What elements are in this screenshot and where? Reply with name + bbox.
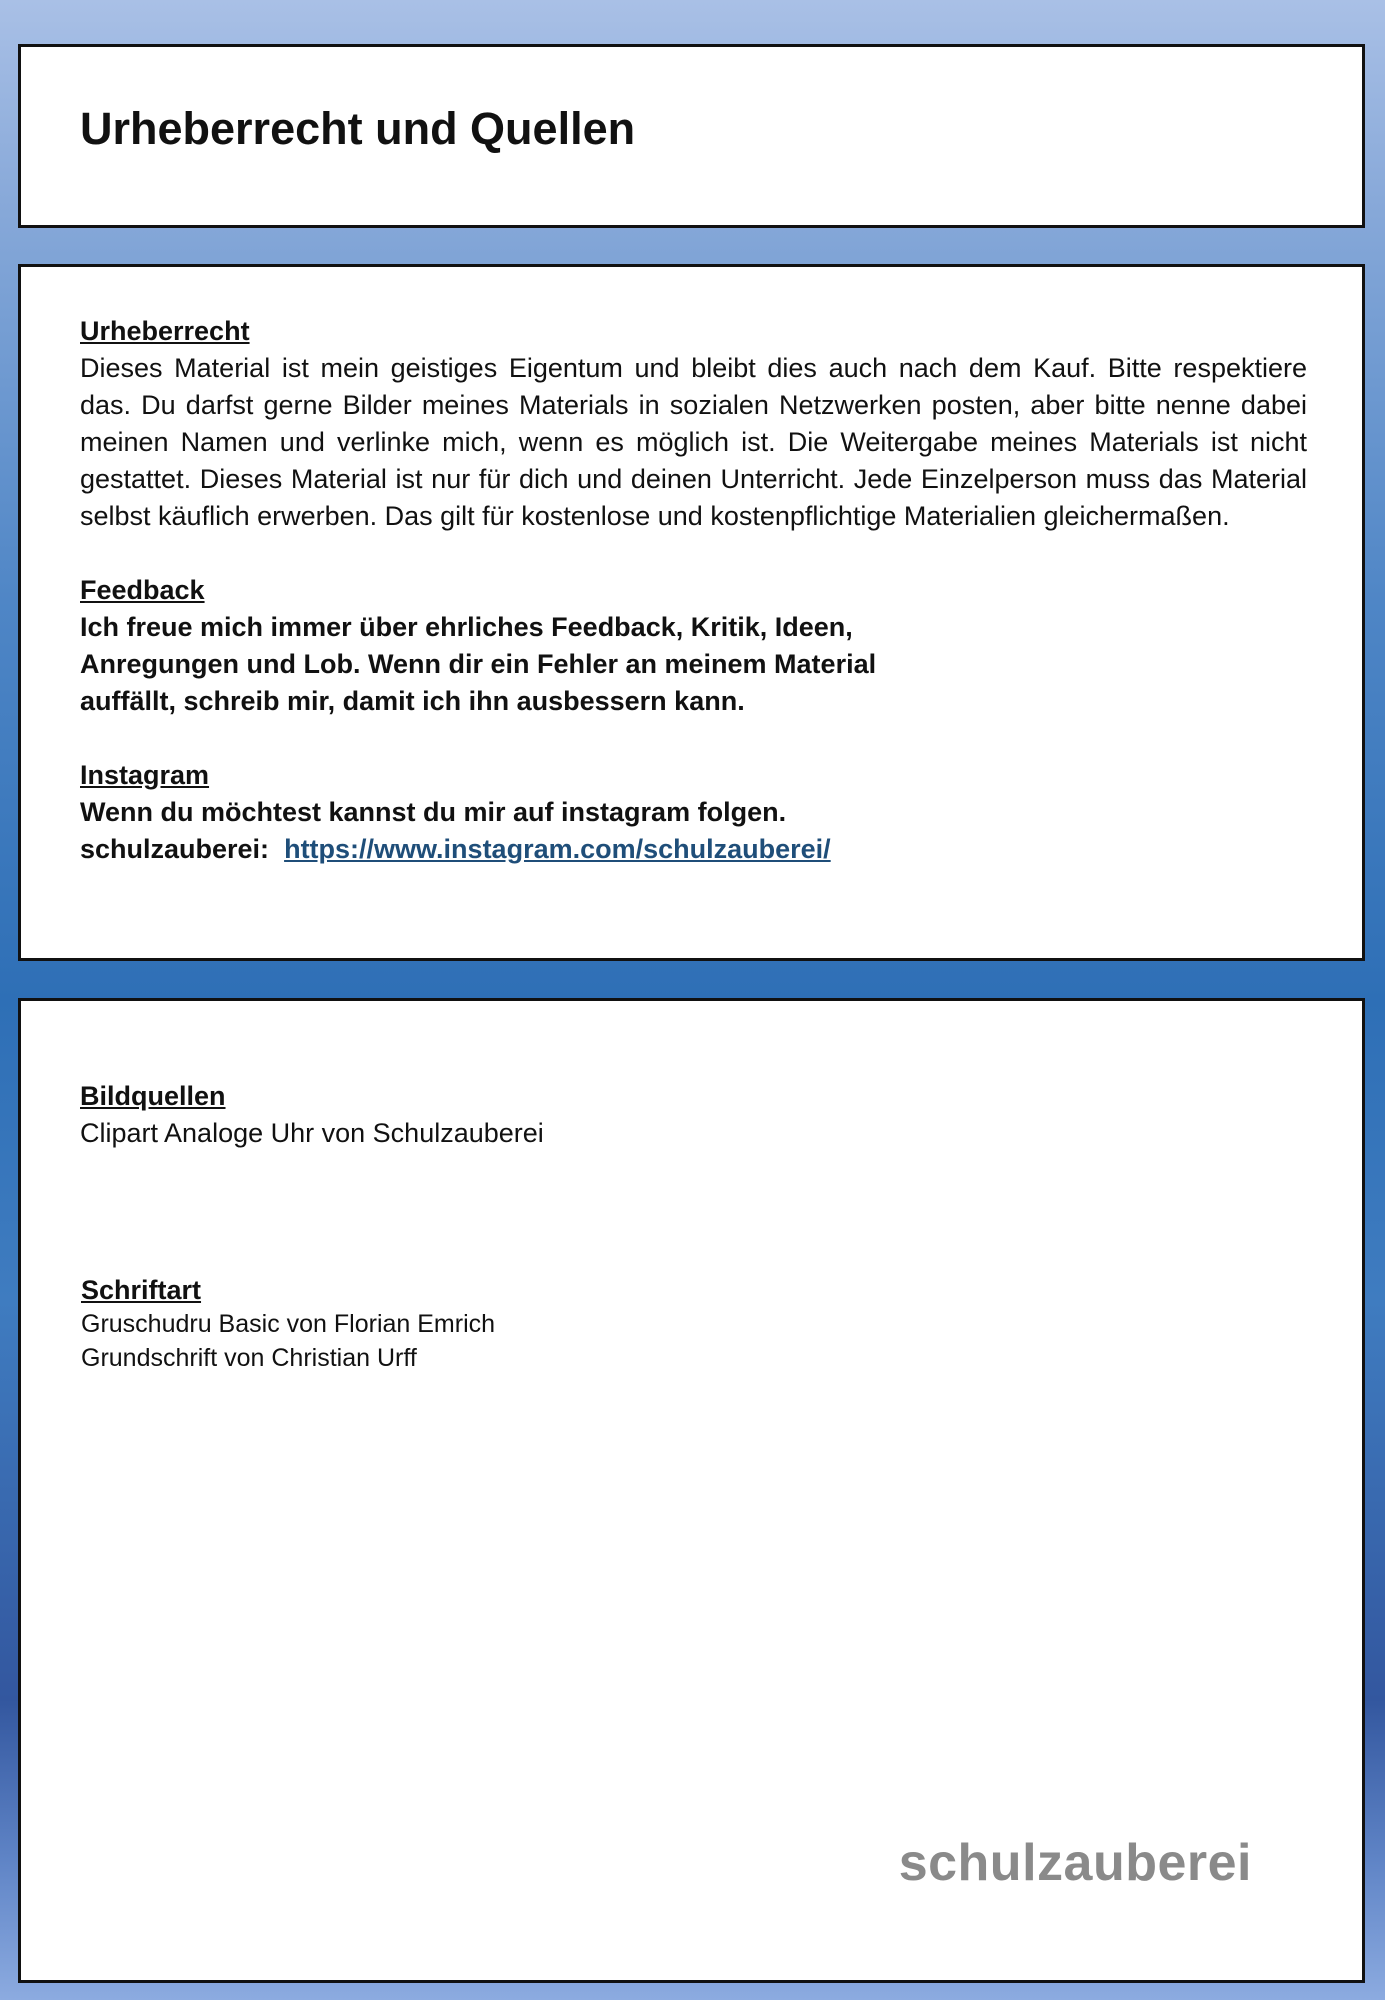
- copyright-heading: Urheberrecht: [80, 316, 250, 346]
- font-item: Grundschrift von Christian Urff: [81, 1344, 417, 1372]
- image-sources-heading: Bildquellen: [80, 1081, 226, 1111]
- instagram-heading: Instagram: [80, 760, 210, 790]
- copyright-text: Dieses Material ist mein geistiges Eigentum und bleibt dies auch nach dem Kauf. Bitte respektiere das. Du darfst gerne Bilder meines Materials in sozialen Netzwerken posten, aber bitte nenne dabei meinen Namen und verlinke mich, wenn es möglich ist. Die Weitergabe meines Materials ist nicht gestattet. Dieses Material ist nur für dich und deinen Unterricht. Jede Einzelperson muss das Material selbst käuflich erwerben. Das gilt für kostenlose und kostenpflichtige Materialien gleichermaßen.: [80, 353, 1307, 531]
- image-sources-block: [80, 1078, 544, 1152]
- watermark-logo: schulzauberei: [898, 1834, 1252, 1892]
- feedback-line-3: auffällt, schreib mir, damit ich ihn ausbessern kann.: [80, 686, 745, 716]
- instagram-handle-label: schulzauberei:: [80, 834, 270, 864]
- font-item: Gruschudru Basic von Florian Emrich: [81, 1310, 496, 1338]
- instagram-handle-line: [80, 831, 1307, 868]
- sources-panel: [18, 998, 1365, 1983]
- fonts-block: [81, 1273, 495, 1375]
- fonts-heading: Schriftart: [81, 1275, 202, 1305]
- instagram-text: Wenn du möchtest kannst du mir auf instagram folgen.: [80, 797, 787, 827]
- feedback-line-2: Anregungen und Lob. Wenn dir ein Fehler an meinem Material: [80, 649, 877, 679]
- instagram-link[interactable]: https://www.instagram.com/schulzauberei/: [284, 834, 831, 864]
- copyright-content: [80, 313, 1307, 868]
- title-panel: [18, 44, 1365, 228]
- image-source-item: Clipart Analoge Uhr von Schulzauberei: [80, 1118, 544, 1148]
- feedback-line-1: Ich freue mich immer über ehrliches Feedback, Kritik, Ideen,: [80, 612, 853, 642]
- page-title: Urheberrecht und Quellen: [80, 103, 636, 154]
- copyright-panel: [18, 264, 1365, 961]
- feedback-heading: Feedback: [80, 575, 205, 605]
